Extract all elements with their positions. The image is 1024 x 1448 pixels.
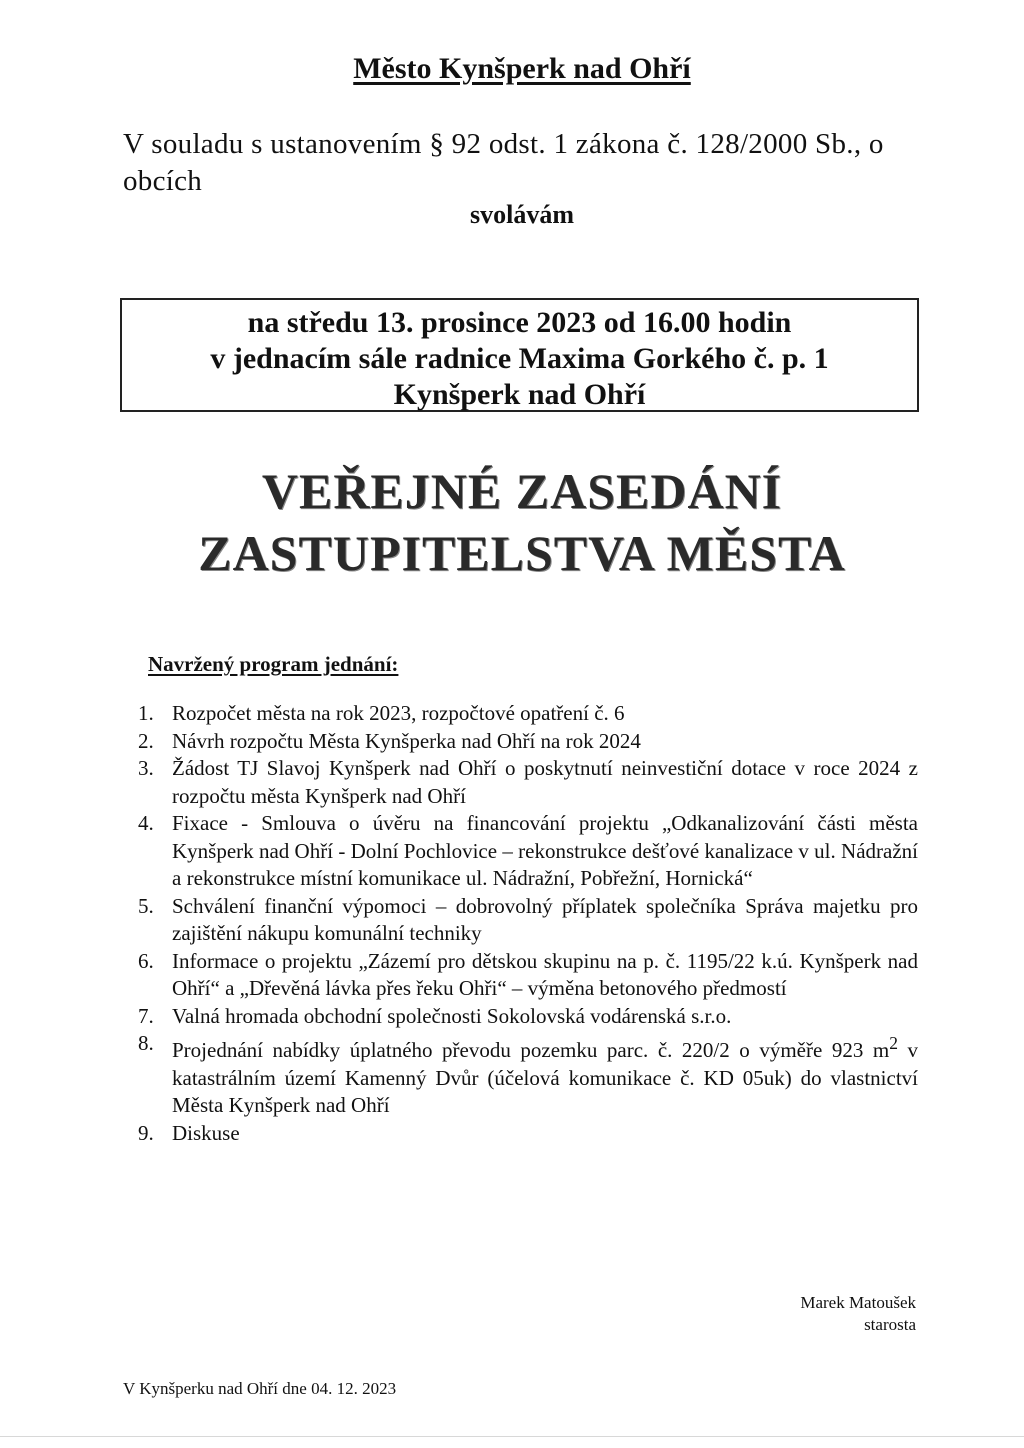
agenda-item	[138, 948, 918, 1003]
issue-date: V Kynšperku nad Ohří dne 04. 12. 2023	[123, 1379, 397, 1398]
headline-line-2: ZASTUPITELSTVA MĚSTA	[198, 525, 846, 581]
agenda-item-text: Fixace - Smlouva o úvěru na financování projektu „Odkanalizování části města Kynšperk nad Ohří - Dolní Pochlovice – rekonstrukce dešťové kanalizace v ul. Nádražní a rekonstrukce místní komunikace ul. Nádražní, Pobřežní, Hornická“	[172, 811, 918, 890]
agenda-heading: Navržený program jednání:	[148, 652, 399, 676]
agenda-item-text: Návrh rozpočtu Města Kynšperka nad Ohří na rok 2024	[172, 728, 641, 753]
meeting-info-box	[120, 298, 919, 412]
agenda-item	[138, 893, 918, 948]
agenda-item-text: Žádost TJ Slavoj Kynšperk nad Ohří o poskytnutí neinvestiční dotace v roce 2024 z rozpočtu města Kynšperk nad Ohří	[172, 756, 918, 808]
agenda-item	[138, 810, 918, 893]
signature-block	[800, 1292, 916, 1336]
agenda-item-number: 1.	[138, 701, 154, 725]
meeting-venue: v jednacím sále radnice Maxima Gorkého č. p. 1	[210, 342, 829, 375]
agenda-item-text-part: v katastrálním území Kamenný Dvůr (účelová komunikace č. KD 05uk) do vlastnictví Města Kynšperk nad Ohří	[172, 1038, 919, 1117]
agenda-item-number: 7.	[138, 1003, 154, 1028]
agenda-item	[138, 1003, 918, 1031]
agenda-item-text: Diskuse	[172, 1120, 240, 1145]
agenda-item-text: Rozpočet města na rok 2023, rozpočtové opatření č. 6	[172, 701, 625, 725]
page-edge-divider	[0, 1436, 1024, 1437]
headline-line-1: VEŘEJNÉ ZASEDÁNÍ	[261, 463, 783, 519]
agenda-item-text	[172, 1030, 918, 1120]
agenda-item-text: Informace o projektu „Zázemí pro dětskou skupinu na p. č. 1195/22 k.ú. Kynšperk nad Ohří“ a „Dřevěná lávka přes řeku Ohři“ – výměna betonového předmostí	[172, 948, 918, 1000]
agenda-item-text-part: Projednání nabídky úplatného převodu pozemku parc. č. 220/2 o výměře 923 m	[172, 1038, 890, 1062]
meeting-headline	[0, 460, 1024, 584]
agenda-item	[138, 1030, 918, 1120]
agenda-item	[138, 700, 918, 728]
agenda-item-number: 8.	[138, 1031, 154, 1055]
agenda-item	[138, 728, 918, 756]
superscript-exponent: 2	[889, 1033, 898, 1053]
agenda-item-number: 2.	[138, 728, 154, 753]
agenda-item	[138, 1120, 918, 1148]
agenda-item-number: 3.	[138, 756, 154, 780]
meeting-town: Kynšperk nad Ohří	[393, 378, 646, 411]
agenda-item-number: 5.	[138, 893, 154, 918]
agenda-list	[138, 700, 918, 1147]
agenda-item-number: 9.	[138, 1120, 154, 1145]
agenda-item	[138, 755, 918, 810]
agenda-item-text: Valná hromada obchodní společnosti Sokolovská vodárenská s.r.o.	[172, 1003, 732, 1028]
convene-word: svolávám	[470, 200, 574, 229]
legal-basis-text: V souladu s ustanovením § 92 odst. 1 zákona č. 128/2000 Sb., o obcích	[123, 128, 884, 197]
document-title: Město Kynšperk nad Ohří	[353, 52, 691, 85]
agenda-item-number: 4.	[138, 811, 154, 835]
agenda-item-number: 6.	[138, 948, 154, 973]
signatory-role: starosta	[864, 1315, 916, 1334]
signatory-name: Marek Matoušek	[800, 1293, 916, 1312]
meeting-date: na středu 13. prosince 2023 od 16.00 hodin	[247, 306, 792, 339]
agenda-item-text: Schválení finanční výpomoci – dobrovolný příplatek společníka Správa majetku pro zajištění nákupu komunální techniky	[172, 893, 918, 945]
